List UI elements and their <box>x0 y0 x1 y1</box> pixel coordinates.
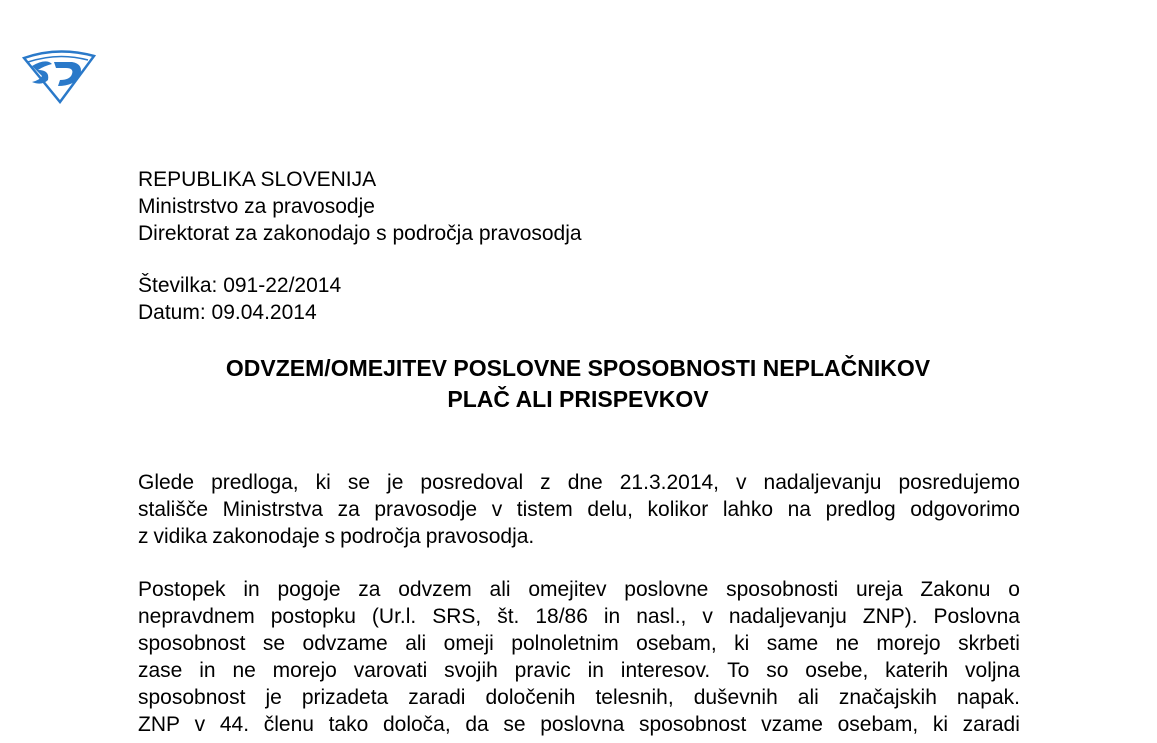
paragraph-line: sposobnost se odvzame ali omeji polnoletnim osebam, ki same ne morejo skrbeti <box>138 632 1020 655</box>
document-meta <box>138 272 341 326</box>
paragraph-line: nepravdnem postopku (Ur.l. SRS, št. 18/86 in nasl., v nadaljevanju ZNP). Poslovna <box>138 605 1020 628</box>
document-number: Številka: 091-22/2014 <box>138 274 342 297</box>
paragraph-line: stališče Ministrstva za pravosodje v tistem delu, kolikor lahko na predlog odgovorimo <box>138 498 1020 521</box>
paragraph-line: zase in ne morejo varovati svojih pravic in interesov. To so osebe, katerih voljna <box>138 659 1020 682</box>
shield-logo-icon <box>22 48 96 104</box>
letterhead-ministry: Ministrstvo za pravosodje <box>138 195 375 218</box>
title-line-1: ODVZEM/OMEJITEV POSLOVNE SPOSOBNOSTI NEPLAČNIKOV <box>225 355 931 381</box>
ministry-logo <box>22 48 96 104</box>
title-line-2: PLAČ ALI PRISPEVKOV <box>447 386 709 412</box>
paragraph-line: z vidika zakonodaje s področja pravosodja. <box>138 525 535 548</box>
letterhead-republic: REPUBLIKA SLOVENIJA <box>138 168 377 191</box>
letterhead-directorate: Direktorat za zakonodajo s področja pravosodja <box>138 222 582 245</box>
paragraph-line: ZNP v 44. členu tako določa, da se poslovna sposobnost vzame osebam, ki zaradi <box>138 713 1020 736</box>
paragraph-1 <box>138 469 1020 550</box>
paragraph-line: Postopek in pogoje za odvzem ali omejitev poslovne sposobnosti ureja Zakonu o <box>138 578 1020 601</box>
paragraph-line: Glede predloga, ki se je posredoval z dne 21.3.2014, v nadaljevanju posredujemo <box>138 471 1020 494</box>
letterhead <box>138 166 582 247</box>
document-title <box>138 353 1018 415</box>
paragraph-line: sposobnost je prizadeta zaradi določenih telesnih, duševnih ali značajskih napak. <box>138 686 1020 709</box>
paragraph-2 <box>138 576 1020 738</box>
document-date: Datum: 09.04.2014 <box>138 301 317 324</box>
